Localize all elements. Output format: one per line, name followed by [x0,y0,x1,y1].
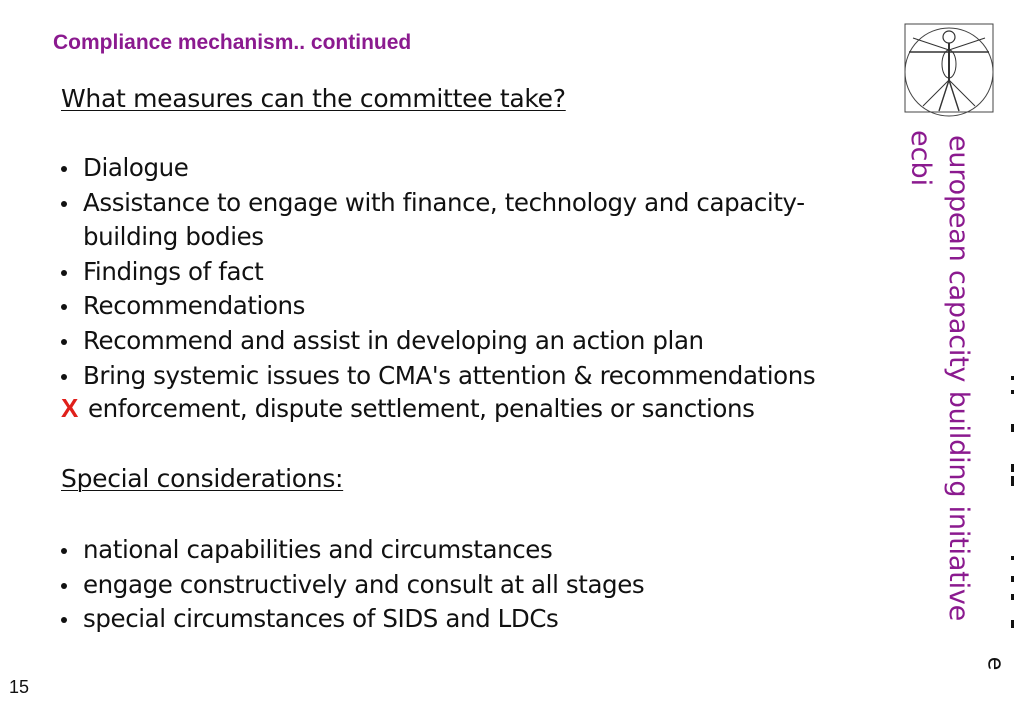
list-item: Assistance to engage with finance, technology and capacity-building bodies [61,186,873,255]
list-item: national capabilities and circumstances [61,533,644,568]
bullet-icon [61,339,67,345]
page-number: 15 [9,677,30,697]
measures-list [61,151,873,393]
bullet-icon [61,374,67,380]
cross-icon: X [61,393,78,423]
bullet-icon [61,270,67,276]
section-heading-special: Special considerations: [61,464,344,493]
bullet-icon [61,583,67,589]
list-item: Recommendations [61,289,873,324]
list-item: special circumstances of SIDS and LDCs [61,602,644,637]
vitruvian-man-icon [899,18,999,118]
list-item: Findings of fact [61,255,873,290]
bullet-icon [61,201,67,207]
excluded-text: enforcement, dispute settlement, penalties or sanctions [87,394,755,423]
excluded-item [61,393,754,424]
list-item: Bring systemic issues to CMA's attention & recommendations [61,359,873,394]
bullet-icon [61,166,67,172]
section-heading-measures: What measures can the committee take? [61,84,566,113]
bullet-icon [61,548,67,554]
stray-glyph: e [982,656,1008,671]
bullet-icon [61,304,67,310]
brand-name: european capacity building initiative [943,135,974,622]
list-item: Dialogue [61,151,873,186]
list-item: Recommend and assist in developing an action plan [61,324,873,359]
list-item: engage constructively and consult at all stages [61,568,644,603]
slide-title: Compliance mechanism.. continued [53,31,412,54]
decorative-dots [1008,376,1016,638]
bullet-icon [61,617,67,623]
considerations-list [61,533,644,637]
brand-short: ecbi [905,130,936,187]
